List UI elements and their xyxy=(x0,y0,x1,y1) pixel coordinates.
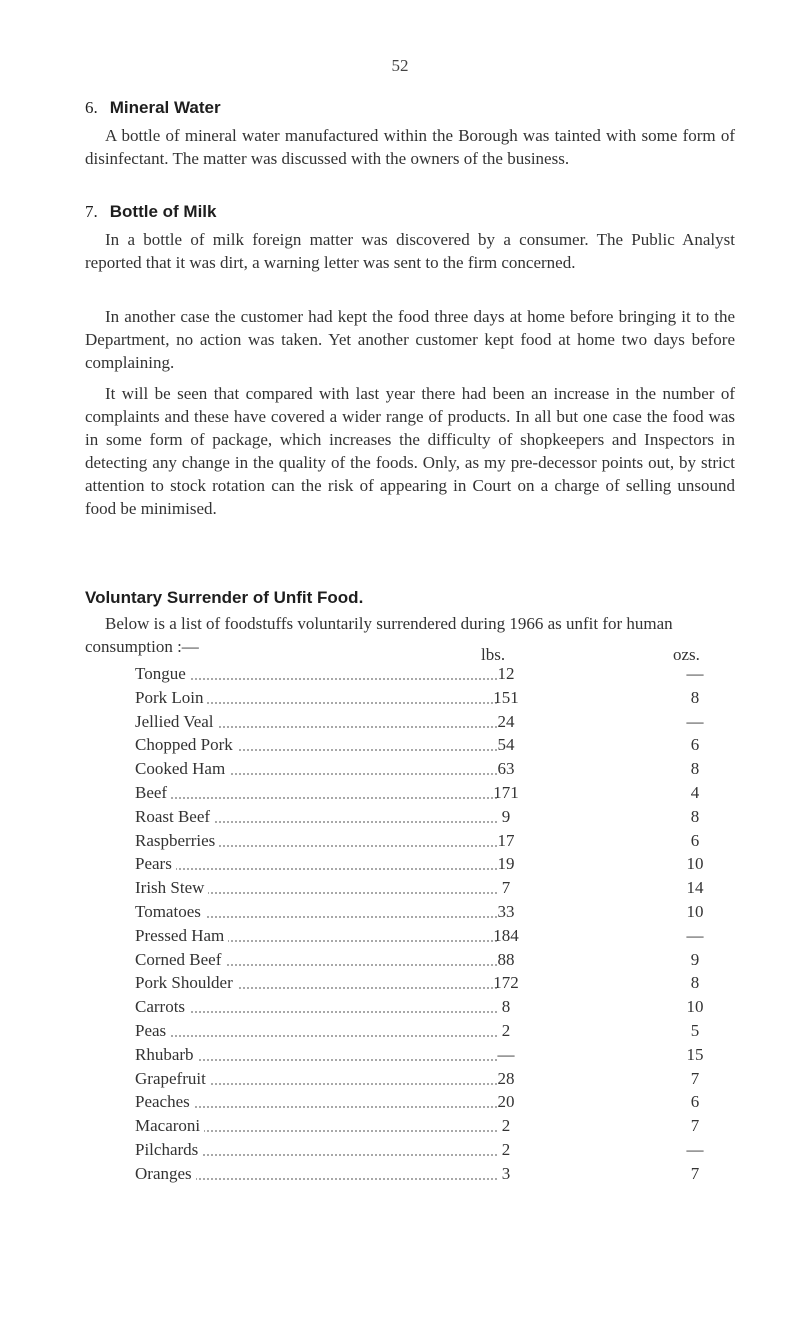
table-row xyxy=(135,1114,735,1138)
item-name: Peas xyxy=(135,1021,170,1040)
item-name-cell xyxy=(135,733,497,756)
item-name: Oranges xyxy=(135,1164,196,1183)
item-lbs: 33 xyxy=(497,901,515,921)
item-name-cell xyxy=(135,900,497,923)
item-name-cell xyxy=(135,829,497,852)
item-name: Pilchards xyxy=(135,1140,202,1159)
item-name: Peaches xyxy=(135,1092,194,1111)
item-ozs: 14 xyxy=(686,878,704,898)
item-name: Roast Beef xyxy=(135,807,214,826)
table-row xyxy=(135,757,735,781)
paragraph-milk-2: In another case the customer had kept the food three days at home before bringing it to the Department, no action was taken. Yet another customer kept food at home two days before complaining. xyxy=(85,307,735,372)
item-name: Grapefruit xyxy=(135,1069,210,1088)
item-ozs: 4 xyxy=(690,782,700,802)
item-ozs: 8 xyxy=(690,759,700,779)
table-row xyxy=(135,805,735,829)
item-name-cell xyxy=(135,995,497,1018)
item-name: Carrots xyxy=(135,997,189,1016)
item-lbs: 151 xyxy=(493,687,519,707)
item-name-cell xyxy=(135,948,497,971)
table-row xyxy=(135,1090,735,1114)
item-name: Pork Shoulder xyxy=(135,973,237,992)
item-name-cell xyxy=(135,1114,497,1137)
item-lbs: 7 xyxy=(501,878,511,898)
item-lbs: — xyxy=(497,1044,515,1064)
surrender-heading: Voluntary Surrender of Unfit Food. xyxy=(85,588,364,607)
item-lbs: 2 xyxy=(501,1139,511,1159)
item-name: Irish Stew xyxy=(135,878,208,897)
item-ozs: 8 xyxy=(690,687,700,707)
table-row xyxy=(135,948,735,972)
dot-leader xyxy=(135,868,497,870)
table-row xyxy=(135,1019,735,1043)
item-ozs: — xyxy=(686,664,704,683)
section-heading-bottle-of-milk xyxy=(85,202,216,222)
item-name-cell xyxy=(135,1067,497,1090)
table-row xyxy=(135,876,735,900)
item-name: Tomatoes xyxy=(135,902,205,921)
item-lbs: 19 xyxy=(497,854,515,874)
item-name: Tongue xyxy=(135,664,190,683)
surrender-table xyxy=(135,662,735,1186)
table-row xyxy=(135,1043,735,1067)
table-row xyxy=(135,686,735,710)
section-number: 6. xyxy=(85,98,98,117)
item-lbs: 2 xyxy=(501,1020,511,1040)
item-name-cell xyxy=(135,1090,497,1113)
item-ozs: 8 xyxy=(690,806,700,826)
item-name-cell xyxy=(135,1043,497,1066)
item-ozs: 6 xyxy=(690,830,700,850)
item-lbs: 2 xyxy=(501,1116,511,1136)
paragraph-milk-1: In a bottle of milk foreign matter was discovered by a consumer. The Public Analyst reported that it was dirt, a warning letter was sent to the firm concerned. xyxy=(85,230,735,272)
section-title: Mineral Water xyxy=(109,98,221,117)
item-name-cell xyxy=(135,805,497,828)
table-row xyxy=(135,971,735,995)
item-lbs: 3 xyxy=(501,1163,511,1183)
item-name-cell xyxy=(135,924,497,947)
item-name-cell xyxy=(135,1138,497,1161)
item-name: Pears xyxy=(135,854,176,873)
table-row xyxy=(135,829,735,853)
paragraph-milk-3: It will be seen that compared with last year there had been an increase in the number of complaints and these have covered a wider range of products. In all but one case the food was in some form of package, which increases the difficulty of shopkeepers and Inspectors in detecting any change in the quality of the foods. Only, as my pre-decessor points out, by strict attention to stock rotation can the risk of appearing in Court on a charge of selling unsound food be minimised. xyxy=(85,384,735,518)
item-name-cell xyxy=(135,662,497,685)
item-ozs: 7 xyxy=(690,1116,700,1136)
item-name-cell xyxy=(135,686,497,709)
dot-leader xyxy=(135,1011,497,1013)
item-ozs: 15 xyxy=(686,1044,704,1064)
item-name: Rhubarb xyxy=(135,1045,198,1064)
section-heading-mineral-water xyxy=(85,98,221,118)
item-name: Pressed Ham xyxy=(135,926,228,945)
item-name: Beef xyxy=(135,783,171,802)
dot-leader xyxy=(135,797,497,799)
dot-leader xyxy=(135,1035,497,1037)
table-row xyxy=(135,733,735,757)
item-lbs: 54 xyxy=(497,735,515,755)
item-ozs: 8 xyxy=(690,973,700,993)
item-ozs: 10 xyxy=(686,901,704,921)
table-row xyxy=(135,924,735,948)
item-name-cell xyxy=(135,1162,497,1185)
table-row xyxy=(135,662,735,686)
item-lbs: 88 xyxy=(497,949,515,969)
item-ozs: 9 xyxy=(690,949,700,969)
item-name-cell xyxy=(135,781,497,804)
section-title: Bottle of Milk xyxy=(109,202,217,221)
item-name-cell xyxy=(135,852,497,875)
table-row xyxy=(135,710,735,734)
item-lbs: 9 xyxy=(501,806,511,826)
item-name: Pork Loin xyxy=(135,688,207,707)
item-lbs: 171 xyxy=(493,782,519,802)
item-lbs: 8 xyxy=(501,997,511,1017)
page-number: 52 xyxy=(391,56,409,75)
item-lbs: 184 xyxy=(493,925,519,945)
item-ozs: — xyxy=(686,1139,704,1159)
item-name-cell xyxy=(135,876,497,899)
item-ozs: 7 xyxy=(690,1163,700,1183)
item-name: Raspberries xyxy=(135,831,219,850)
table-row xyxy=(135,1162,735,1186)
item-ozs: 10 xyxy=(686,854,704,874)
item-lbs: 24 xyxy=(497,711,515,731)
paragraph-mineral-water: A bottle of mineral water manufactured within the Borough was tainted with some form of disinfectant. The matter was discussed with the owners of the business. xyxy=(85,126,735,168)
item-name: Corned Beef xyxy=(135,950,225,969)
item-lbs: 17 xyxy=(497,830,515,850)
item-lbs: 172 xyxy=(493,973,519,993)
item-name: Chopped Pork xyxy=(135,735,237,754)
item-lbs: 63 xyxy=(497,759,515,779)
item-lbs: 28 xyxy=(497,1068,515,1088)
table-row xyxy=(135,900,735,924)
item-ozs: 6 xyxy=(690,735,700,755)
table-row xyxy=(135,995,735,1019)
item-ozs: 5 xyxy=(690,1020,700,1040)
surrender-intro: Below is a list of foodstuffs voluntarily surrendered during 1966 as unfit for human consumption :— xyxy=(85,614,673,656)
item-lbs: 20 xyxy=(497,1092,515,1112)
item-name-cell xyxy=(135,1019,497,1042)
item-ozs: 10 xyxy=(686,997,704,1017)
item-name-cell xyxy=(135,757,497,780)
item-ozs: 7 xyxy=(690,1068,700,1088)
column-header-ozs: ozs. xyxy=(673,645,700,664)
table-row xyxy=(135,852,735,876)
item-name-cell xyxy=(135,710,497,733)
item-ozs: — xyxy=(686,711,704,731)
item-lbs: 12 xyxy=(497,664,515,683)
item-ozs: — xyxy=(686,925,704,945)
column-header-lbs: lbs. xyxy=(481,645,506,664)
item-ozs: 6 xyxy=(690,1092,700,1112)
item-name: Macaroni xyxy=(135,1116,204,1135)
item-name: Jellied Veal xyxy=(135,712,218,731)
table-row xyxy=(135,1138,735,1162)
table-row xyxy=(135,1067,735,1091)
item-name: Cooked Ham xyxy=(135,759,229,778)
section-number: 7. xyxy=(85,202,98,221)
table-row xyxy=(135,781,735,805)
item-name-cell xyxy=(135,971,497,994)
